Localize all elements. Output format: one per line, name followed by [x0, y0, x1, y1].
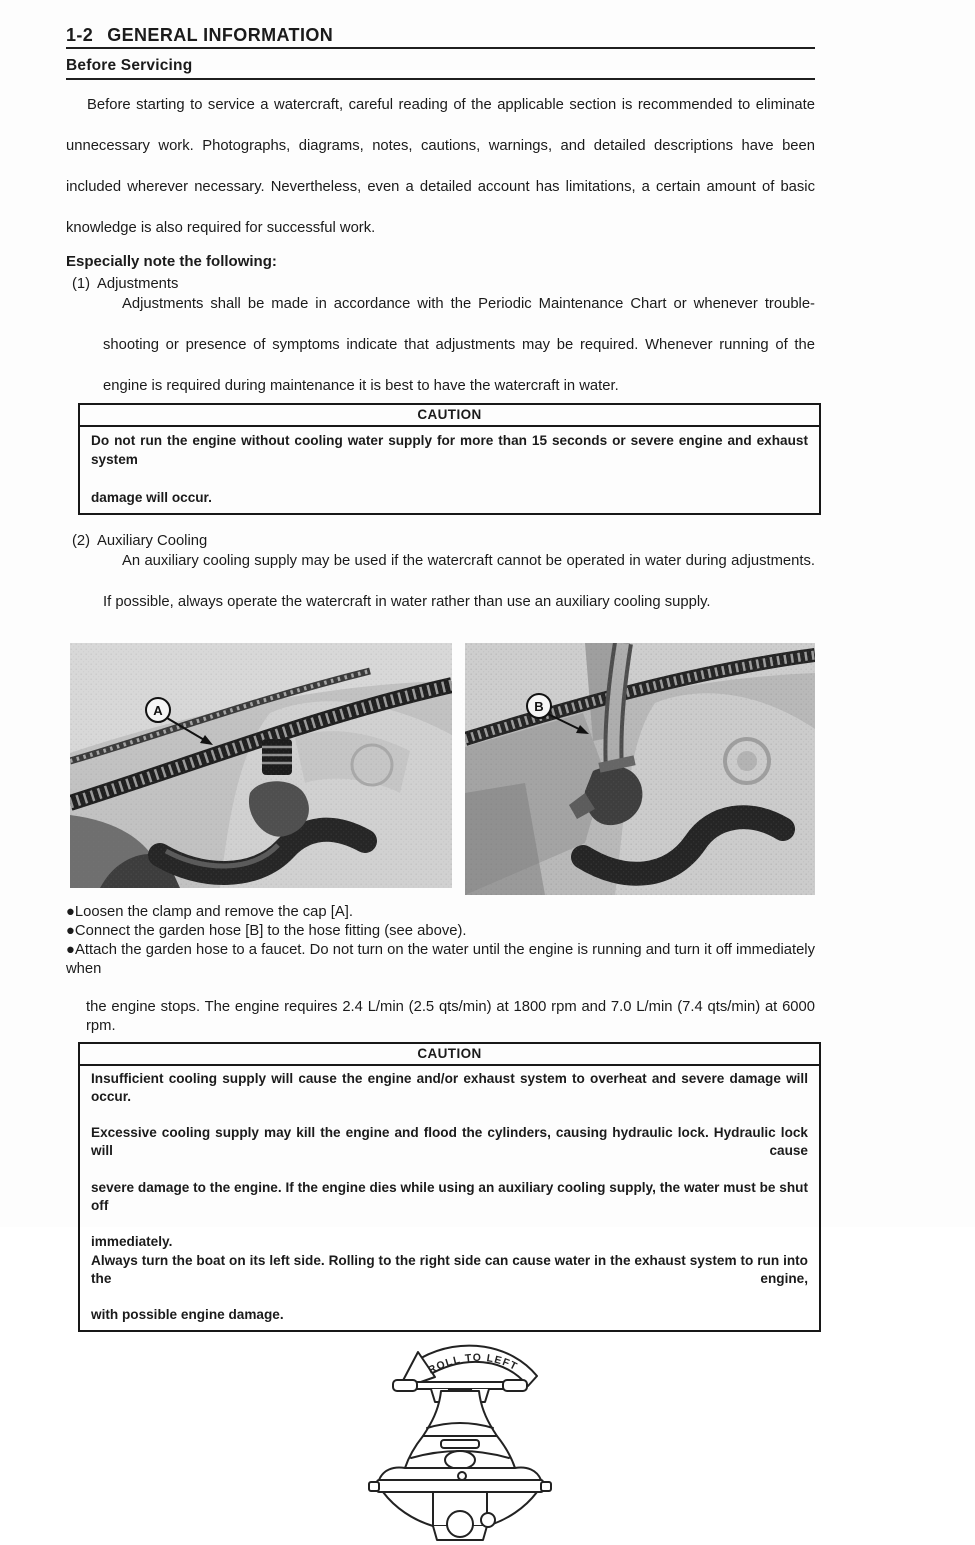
rail-cap-left	[369, 1482, 379, 1491]
text-line: Before starting to service a watercraft, careful reading of the applicable section is recommended to eliminate	[87, 97, 815, 113]
text-line: the engine stops. The engine requires 2.4 L/min (2.5 qts/min) at 1800 rpm and 7.0 L/min (7.4 qts/min) at 6000 rpm.	[86, 998, 815, 1034]
text-line: Insufficient cooling supply will cause the engine and/or exhaust system to overheat and severe damage will occur.	[91, 1070, 808, 1104]
section-title: GENERAL INFORMATION	[107, 25, 334, 45]
photo-row	[66, 643, 815, 895]
roll-arrow-label: ROLL TO LEFT	[426, 1352, 520, 1377]
step-attach-faucet	[66, 941, 815, 1036]
caution-2-title: CAUTION	[80, 1044, 819, 1066]
text-line: ●Attach the garden hose to a faucet. Do not turn on the water until the engine is running and turn it off immediately when	[66, 941, 815, 977]
deck-vent	[441, 1440, 479, 1448]
text-line: Do not run the engine without cooling water supply for more than 15 seconds or severe engine and exhaust system	[91, 433, 808, 467]
photo-hose-connection	[465, 643, 815, 895]
text-line: with possible engine damage.	[91, 1307, 284, 1323]
text-line: Adjustments shall be made in accordance with the Periodic Maintenance Chart or whenever trouble-	[122, 295, 815, 312]
step-connect-hose	[66, 922, 815, 941]
text-line: Excessive cooling supply may kill the engine and flood the cylinders, causing hydraulic lock. Hydraulic lock will cause	[91, 1125, 808, 1159]
procedure-steps	[66, 903, 815, 1036]
page-content	[66, 24, 815, 1545]
photo-cap-location	[70, 643, 452, 888]
handlebar	[405, 1382, 515, 1389]
caution-1-title: CAUTION	[80, 405, 819, 427]
intro-paragraph	[66, 95, 815, 239]
text-line: ●Connect the garden hose [B] to the hose fitting (see above).	[66, 922, 467, 939]
bumper-rail	[377, 1480, 543, 1492]
item-2-title: Auxiliary Cooling	[97, 533, 208, 549]
item-1-number: (1)	[72, 275, 91, 292]
caution-box-2	[78, 1042, 821, 1333]
subsection-rule	[66, 78, 815, 80]
roll-to-left-diagram	[365, 1340, 565, 1545]
subsection-title: Before Servicing	[66, 57, 193, 74]
pump-outlet	[447, 1511, 473, 1537]
step-loosen-clamp	[66, 903, 815, 922]
caution-2-paragraph-1	[91, 1070, 808, 1252]
text-line: unnecessary work. Photographs, diagrams, notes, cautions, warnings, and detailed descriptions have been	[66, 138, 815, 154]
text-line: damage will occur.	[91, 490, 212, 505]
text-line: shooting or presence of symptoms indicate that adjustments may be required. Whenever running of the	[103, 336, 815, 353]
text-line: ●Loosen the clamp and remove the cap [A].	[66, 903, 353, 920]
item-2-number: (2)	[72, 533, 91, 549]
item-1-paragraph	[103, 294, 815, 397]
item-2-paragraph	[103, 551, 815, 613]
callout-label-b: B	[534, 698, 544, 714]
item-1-title: Adjustments	[97, 275, 179, 292]
item-2-heading	[66, 531, 815, 551]
text-line: immediately.	[91, 1234, 173, 1250]
callout-label-a: A	[153, 702, 163, 718]
text-line: included wherever necessary. Nevertheless, even a detailed account has limitations, a certain amount of basic	[66, 179, 815, 195]
section-number: 1-2	[66, 25, 94, 45]
caution-box-1	[78, 403, 821, 515]
engine-photo-b	[465, 643, 815, 895]
text-line: An auxiliary cooling supply may be used if the watercraft cannot be operated in water during adjustments.	[122, 553, 815, 569]
caution-2-body	[80, 1066, 819, 1331]
especially-heading: Especially note the following:	[66, 252, 277, 270]
handlebar-grip-left	[393, 1380, 417, 1391]
deck-detail	[458, 1472, 466, 1480]
engine-photo-a	[70, 643, 452, 888]
caution-1-body	[80, 427, 819, 513]
text-line: Always turn the boat on its left side. Rolling to the right side can cause water in the exhaust system to run into the engine,	[91, 1252, 808, 1286]
fuel-cap	[445, 1451, 475, 1469]
page-title	[66, 24, 815, 46]
rail-cap-right	[541, 1482, 551, 1491]
caution-2-paragraph-2	[91, 1252, 808, 1325]
text-line: engine is required during maintenance it is best to have the watercraft in water.	[103, 377, 619, 394]
handlebar-grip-right	[503, 1380, 527, 1391]
text-line: If possible, always operate the watercraft in water rather than use an auxiliary cooling supply.	[103, 594, 711, 610]
text-line: severe damage to the engine. If the engine dies while using an auxiliary cooling supply, the water must be shut off	[91, 1179, 808, 1213]
jetski-front-drawing	[365, 1340, 565, 1545]
item-1-heading	[66, 274, 815, 294]
drain-plug	[481, 1513, 495, 1527]
text-line: knowledge is also required for successful work.	[66, 220, 376, 236]
title-rule	[66, 47, 815, 49]
